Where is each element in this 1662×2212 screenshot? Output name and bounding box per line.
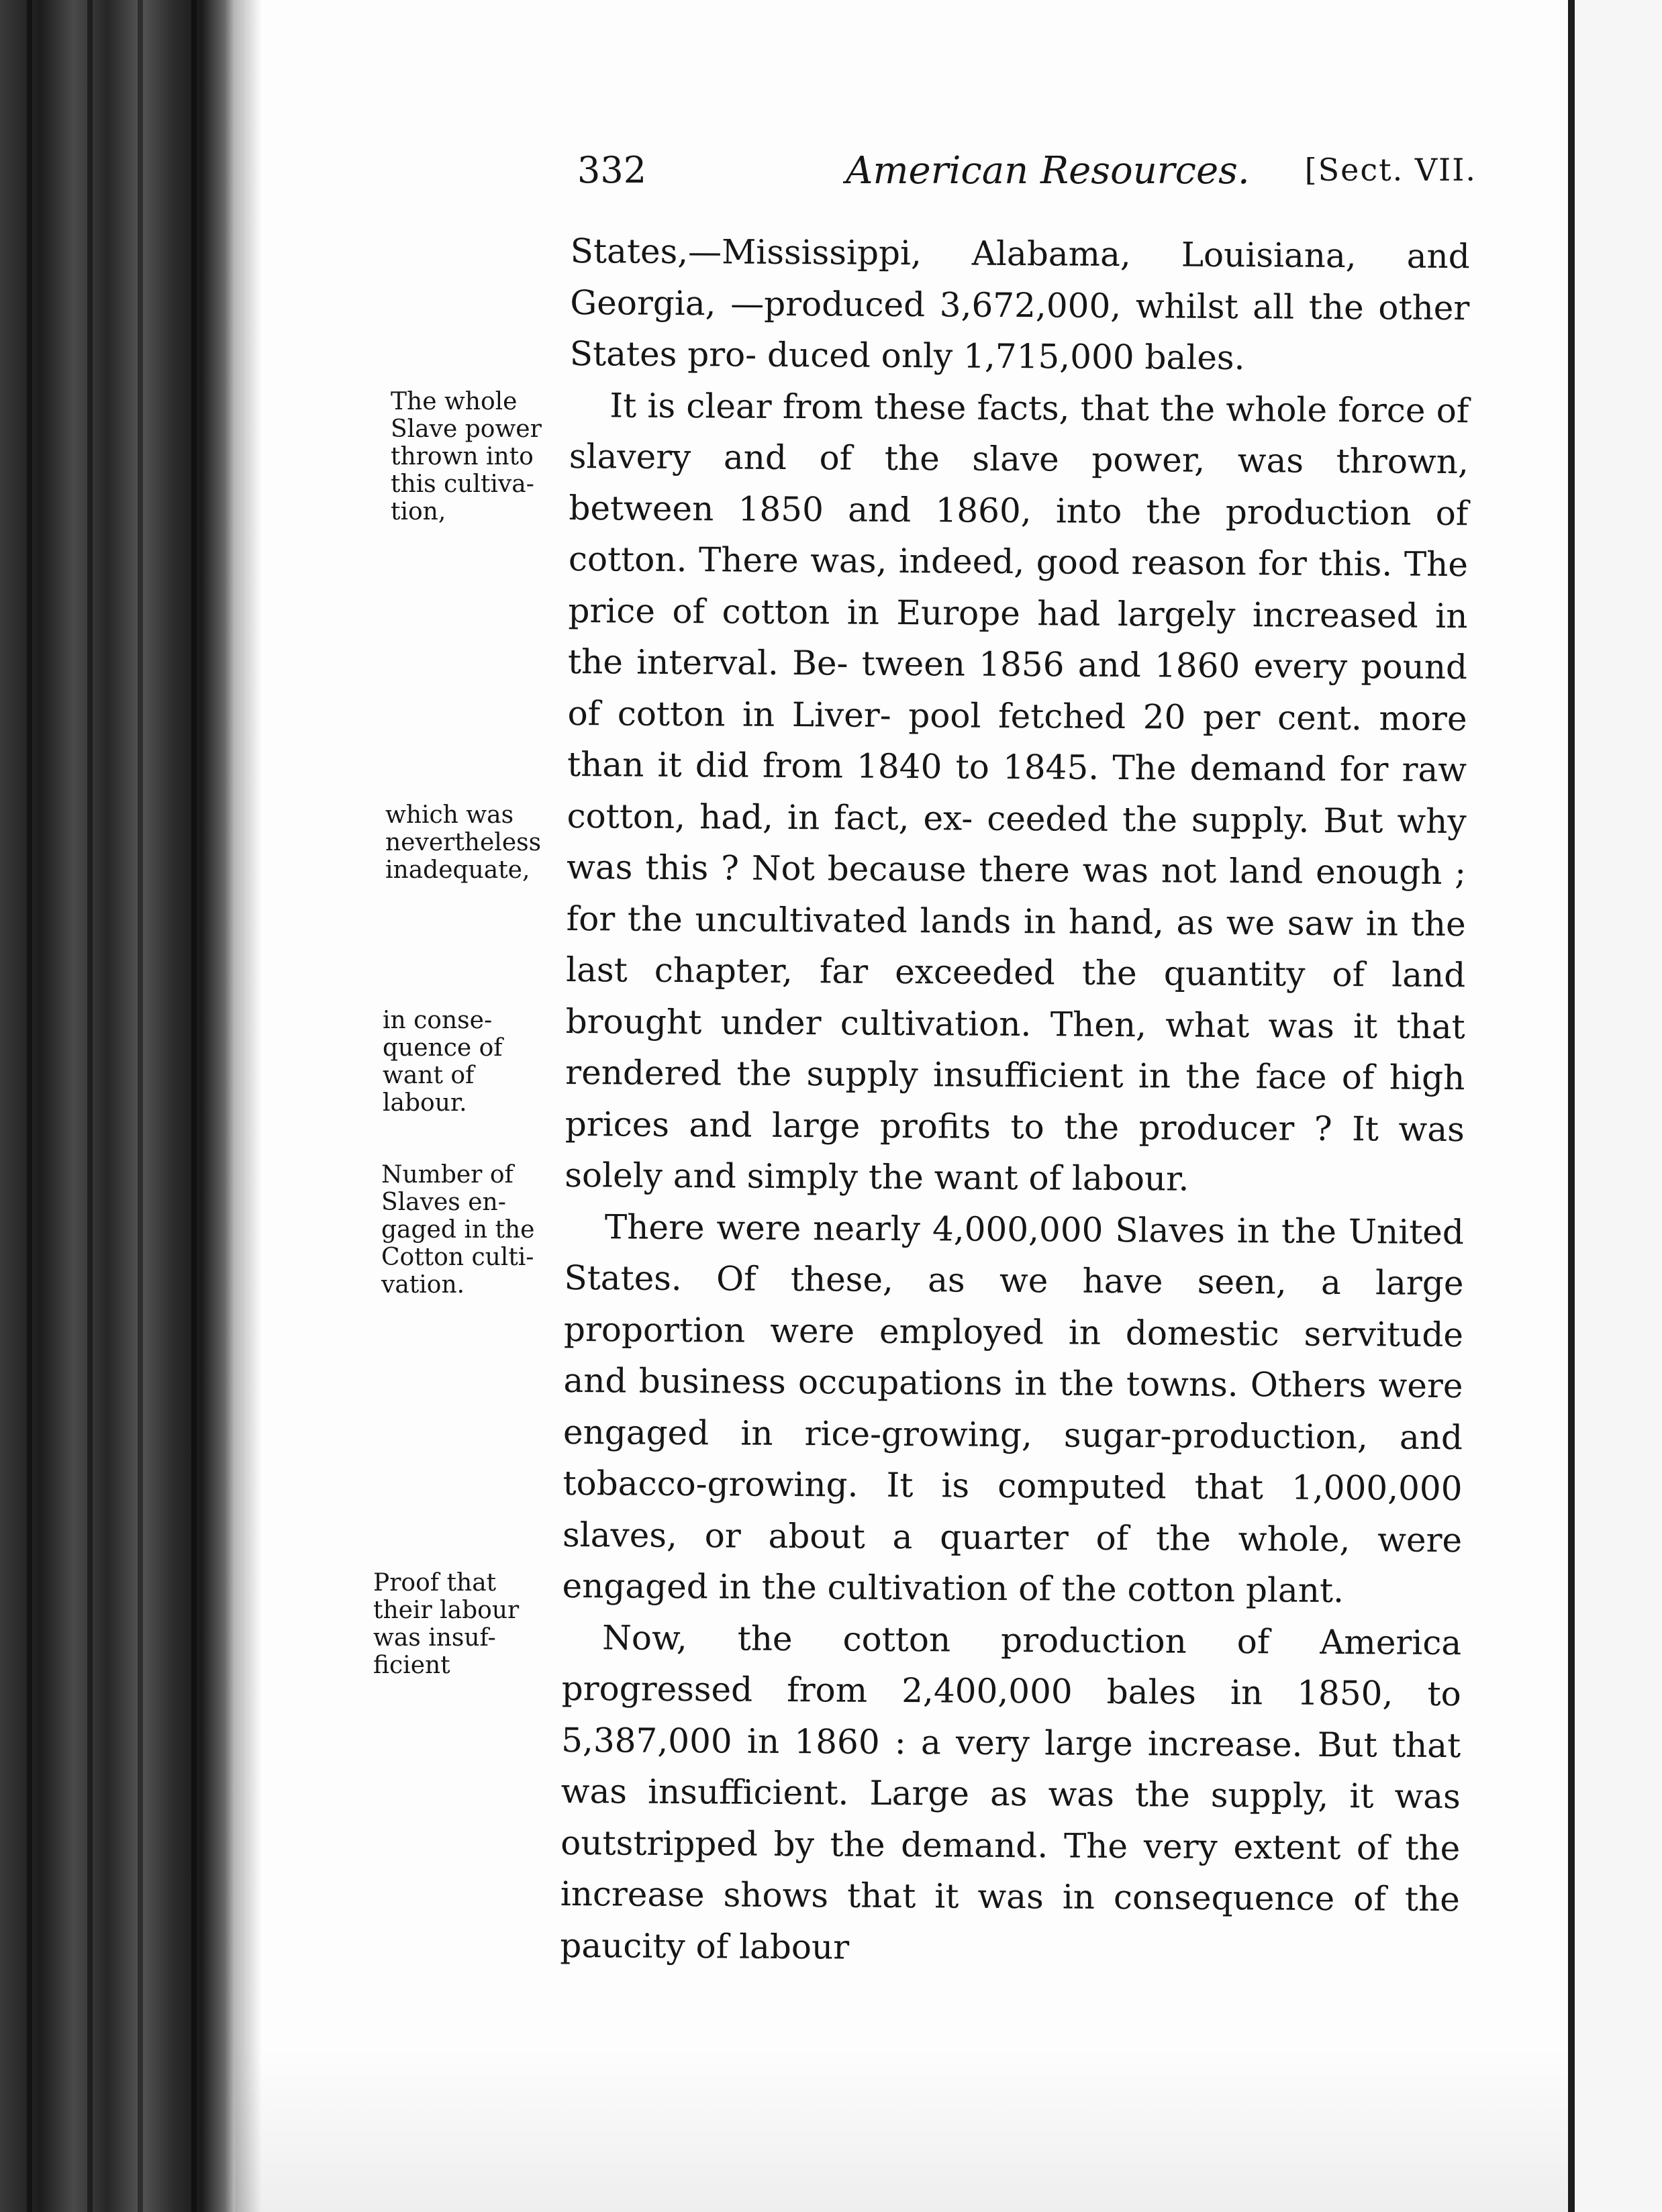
spine-shadow-line — [27, 0, 32, 2212]
section-reference: [Sect. VII. — [1304, 152, 1477, 188]
page-number: 332 — [577, 149, 647, 191]
paragraph: Now, the cotton production of America progressed from 2,400,000 bales in 1850, to 5,387,000 in 1860 : a very large increase. But that was insufficient. Large as was the supply, it was outstripped by the demand. The very extent of the increase shows that it was in consequence of the paucity of labour — [560, 1617, 1462, 1967]
side-note: Proof that their labour was insuf- ficient — [373, 1569, 520, 1679]
spine-shadow-line — [138, 0, 143, 2212]
paragraph: It is clear from these facts, that the whole force of slavery and of the slave power, was thrown, between 1850 and 1860, into the production of cotton. There was, indeed, good reason for this. The price of cotton in Europe had largely increased in the interval. Be- tween 1856 and 1860 every pound of cotton in Liver- pool fetched 20 per cent. more than it did from 1840 to 1845. The demand for raw cotton, had, in fact, ex- ceeded the supply. But why was this ? Not because there was not land enough ; for the uncultivated lands in hand, as we saw in the last chapter, far exceeded the quantity of land brought under cultivation. Then, what was it that rendered the supply insufficient in the face of high prices and large profits to the producer ? It was solely and simply the want of labour. — [565, 385, 1469, 1199]
running-head — [577, 149, 1477, 196]
page-right-edge — [1568, 0, 1575, 2212]
main-text — [560, 225, 1470, 1976]
side-note: The whole Slave power thrown into this cultiva- tion, — [391, 388, 542, 525]
running-title: American Resources. — [846, 149, 1250, 193]
book-spine — [0, 0, 235, 2212]
side-note: which was nevertheless inadequate, — [385, 801, 542, 884]
side-note: Number of Slaves en- gaged in the Cotton culti- vation. — [381, 1161, 535, 1299]
spine-shadow-line — [87, 0, 93, 2212]
page-gutter-shadow — [235, 0, 262, 2212]
page-bottom-shade — [235, 2047, 1568, 2212]
spine-shadow-line — [191, 0, 197, 2212]
paragraph: There were nearly 4,000,000 Slaves in the United States. Of these, as we have seen, a large proportion were employed in domestic servitude and business occupations in the towns. Others were engaged in rice-growing, sugar-production, and tobacco-growing. It is computed that 1,000,000 slaves, or about a quarter of the whole, were engaged in the cultivation of the cotton plant. — [562, 1207, 1465, 1611]
adjacent-page-strip — [1575, 0, 1662, 2212]
paragraph: States,—Mississippi, Alabama, Louisiana, and Georgia, —produced 3,672,000, whilst all the other States pro- duced only 1,715,000 bales. — [569, 231, 1470, 378]
side-note: in conse- quence of want of labour. — [383, 1007, 503, 1117]
